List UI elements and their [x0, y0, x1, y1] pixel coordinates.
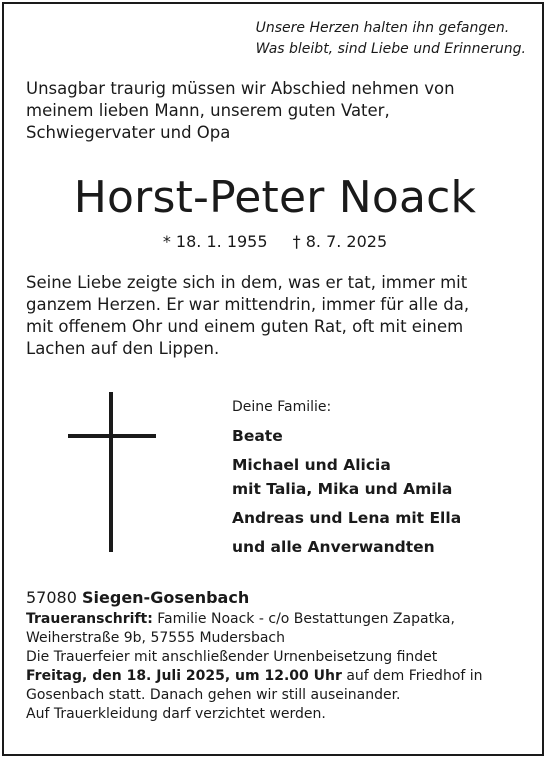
tribute-line: Lachen auf den Lippen. — [26, 339, 220, 358]
ceremony-location: auf dem Friedhof in — [341, 668, 483, 684]
birth-date: * 18. 1. 1955 — [162, 232, 268, 251]
postal-code: 57080 — [26, 588, 77, 607]
address-label: Traueranschrift: — [26, 611, 153, 627]
place-line — [26, 588, 249, 607]
ceremony-date: Freitag, den 18. Juli 2025, um 12.00 Uhr — [26, 668, 342, 684]
motto-line: Was bleibt, sind Liebe und Erinnerung. — [255, 41, 526, 57]
family-member: Andreas und Lena mit Ella — [232, 509, 462, 527]
city-name: Siegen-Gosenbach — [82, 588, 250, 607]
address-text: Familie Noack - c/o Bestattungen Zapatka, — [152, 611, 455, 627]
family-list — [232, 424, 461, 559]
cross-icon — [68, 392, 156, 552]
footer-info — [26, 610, 483, 724]
intro-line: meinem lieben Mann, unserem guten Vater, — [26, 101, 390, 120]
family-member: Beate — [232, 427, 283, 445]
family-member: mit Talia, Mika und Amila — [232, 480, 453, 498]
family-member: Michael und Alicia — [232, 456, 391, 474]
life-dates — [0, 232, 550, 251]
motto-line: Unsere Herzen halten ihn gefangen. — [255, 20, 510, 36]
deceased-name: Horst-Peter Noack — [73, 172, 477, 223]
address-line: Weiherstraße 9b, 57555 Mudersbach — [26, 630, 285, 646]
ceremony-line: Gosenbach statt. Danach gehen wir still auseinander. — [26, 687, 401, 703]
family-label: Deine Familie: — [232, 399, 332, 415]
family-member: und alle Anverwandten — [232, 538, 435, 556]
intro-line: Unsagbar traurig müssen wir Abschied nehmen von — [26, 79, 455, 98]
tribute-line: mit offenem Ohr und einem guten Rat, oft mit einem — [26, 317, 464, 336]
ceremony-line — [26, 667, 483, 686]
motto-quote — [256, 18, 526, 60]
intro-line: Schwiegervater und Opa — [26, 123, 231, 142]
tribute-line: Seine Liebe zeigte sich in dem, was er tat, immer mit — [26, 273, 468, 292]
dress-note: Auf Trauerkleidung darf verzichtet werden. — [26, 706, 326, 722]
tribute-line: ganzem Herzen. Er war mittendrin, immer für alle da, — [26, 295, 470, 314]
address-line — [26, 610, 483, 629]
ceremony-line: Die Trauerfeier mit anschließender Urnenbeisetzung findet — [26, 649, 438, 665]
intro-text — [26, 78, 455, 144]
tribute-text — [26, 272, 469, 360]
death-date: † 8. 7. 2025 — [292, 232, 388, 251]
